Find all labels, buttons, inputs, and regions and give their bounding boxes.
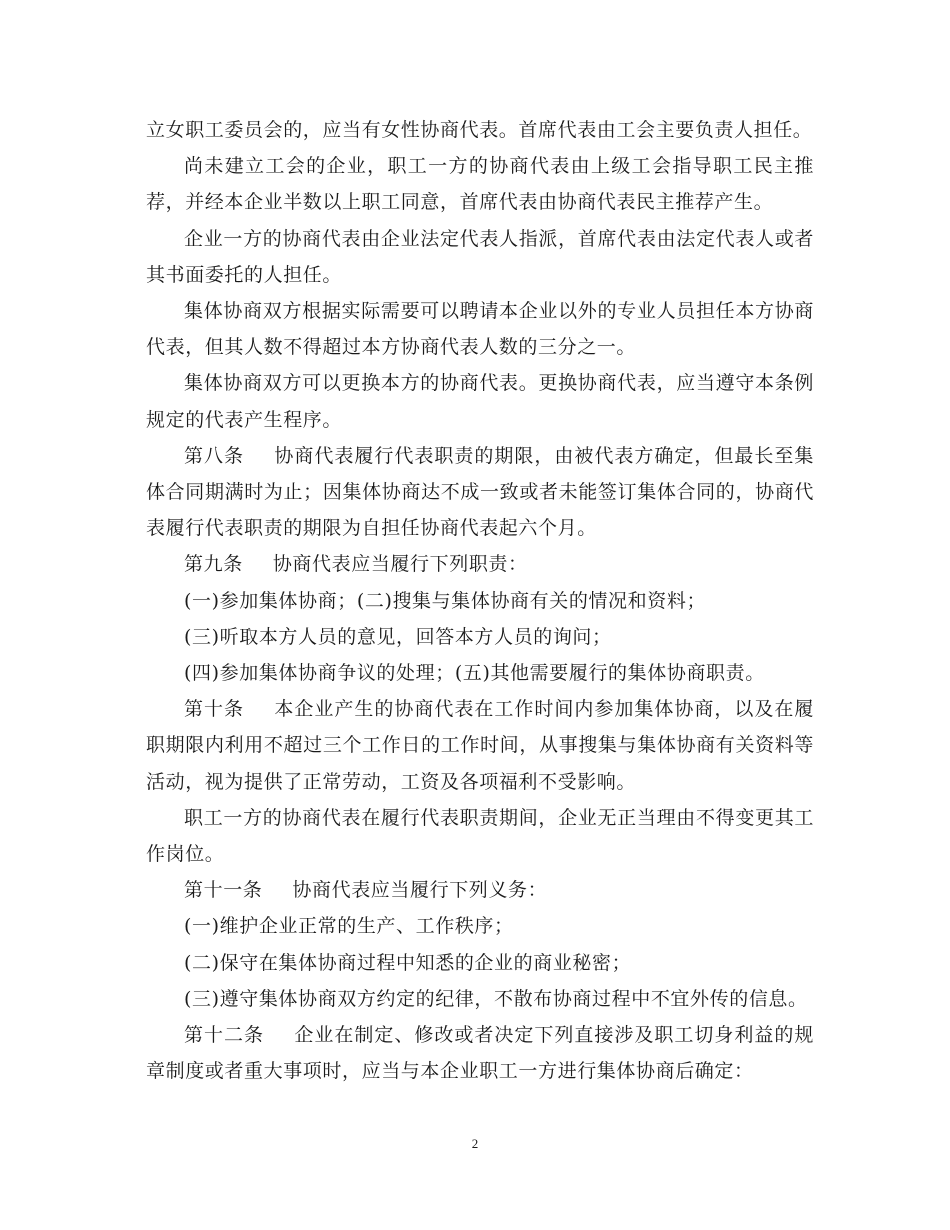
paragraph: 集体协商双方可以更换本方的协商代表。更换协商代表，应当遵守本条例规定的代表产生程序。 [146, 372, 814, 431]
article-number: 第八条 [184, 444, 244, 467]
article-number: 第十条 [184, 698, 244, 721]
article-paragraph [146, 438, 814, 547]
article-text: 协商代表应当履行下列义务： [292, 879, 548, 902]
paragraph: 立女职工委员会的，应当有女性协商代表。首席代表由工会主要负责人担任。 [146, 119, 813, 141]
list-item: (一)维护企业正常的生产、工作秩序； [184, 915, 514, 938]
article-paragraph [146, 546, 814, 582]
article-paragraph [146, 1017, 814, 1089]
paragraph: 职工一方的协商代表在履行代表职责期间，企业无正当理由不得变更其工作岗位。 [146, 806, 814, 866]
article-text: 协商代表履行代表职责的期限，由被代表方确定，但最长至集体合同期满时为止；因集体协商达不成一致或者未能签订集体合同的，协商代表履行代表职责的期限为自担任协商代表起六个月。 [146, 444, 814, 540]
list-item: (三)遵守集体协商双方约定的纪律，不散布协商过程中不宜外传的信息。 [184, 987, 808, 1010]
paragraph: 集体协商双方根据实际需要可以聘请本企业以外的专业人员担任本方协商代表，但其人数不得超过本方协商代表人数的三分之一。 [146, 300, 814, 359]
list-item: (四)参加集体协商争议的处理；(五)其他需要履行的集体协商职责。 [184, 662, 765, 685]
paragraph: 企业一方的协商代表由企业法定代表人指派，首席代表由法定代表人或者其书面委托的人担任。 [146, 227, 814, 286]
article-text: 本企业产生的协商代表在工作时间内参加集体协商，以及在履职期限内利用不超过三个工作日的工作时间，从事搜集与集体协商有关资料等活动，视为提供了正常劳动，工资及各项福利不受影响。 [146, 698, 814, 793]
page-number: 2 [471, 1136, 479, 1151]
article-paragraph [146, 872, 814, 908]
article-text: 协商代表应当履行下列职责： [272, 553, 528, 576]
paragraph: 尚未建立工会的企业，职工一方的协商代表由上级工会指导职工民主推荐，并经本企业半数以上职工同意，首席代表由协商代表民主推荐产生。 [146, 155, 814, 214]
document-body [146, 112, 814, 1089]
article-text: 企业在制定、修改或者决定下列直接涉及职工切身利益的规章制度或者重大事项时，应当与本企业职工一方进行集体协商后确定： [146, 1024, 814, 1083]
article-number: 第九条 [184, 553, 243, 576]
list-item: (二)保守在集体协商过程中知悉的企业的商业秘密； [184, 951, 632, 974]
article-number: 第十二条 [184, 1024, 264, 1047]
list-item: (一)参加集体协商；(二)搜集与集体协商有关的情况和资料； [184, 589, 707, 612]
list-item: (三)听取本方人员的意见，回答本方人员的询问； [184, 625, 612, 648]
article-number: 第十一条 [184, 879, 263, 902]
article-paragraph [146, 691, 814, 800]
